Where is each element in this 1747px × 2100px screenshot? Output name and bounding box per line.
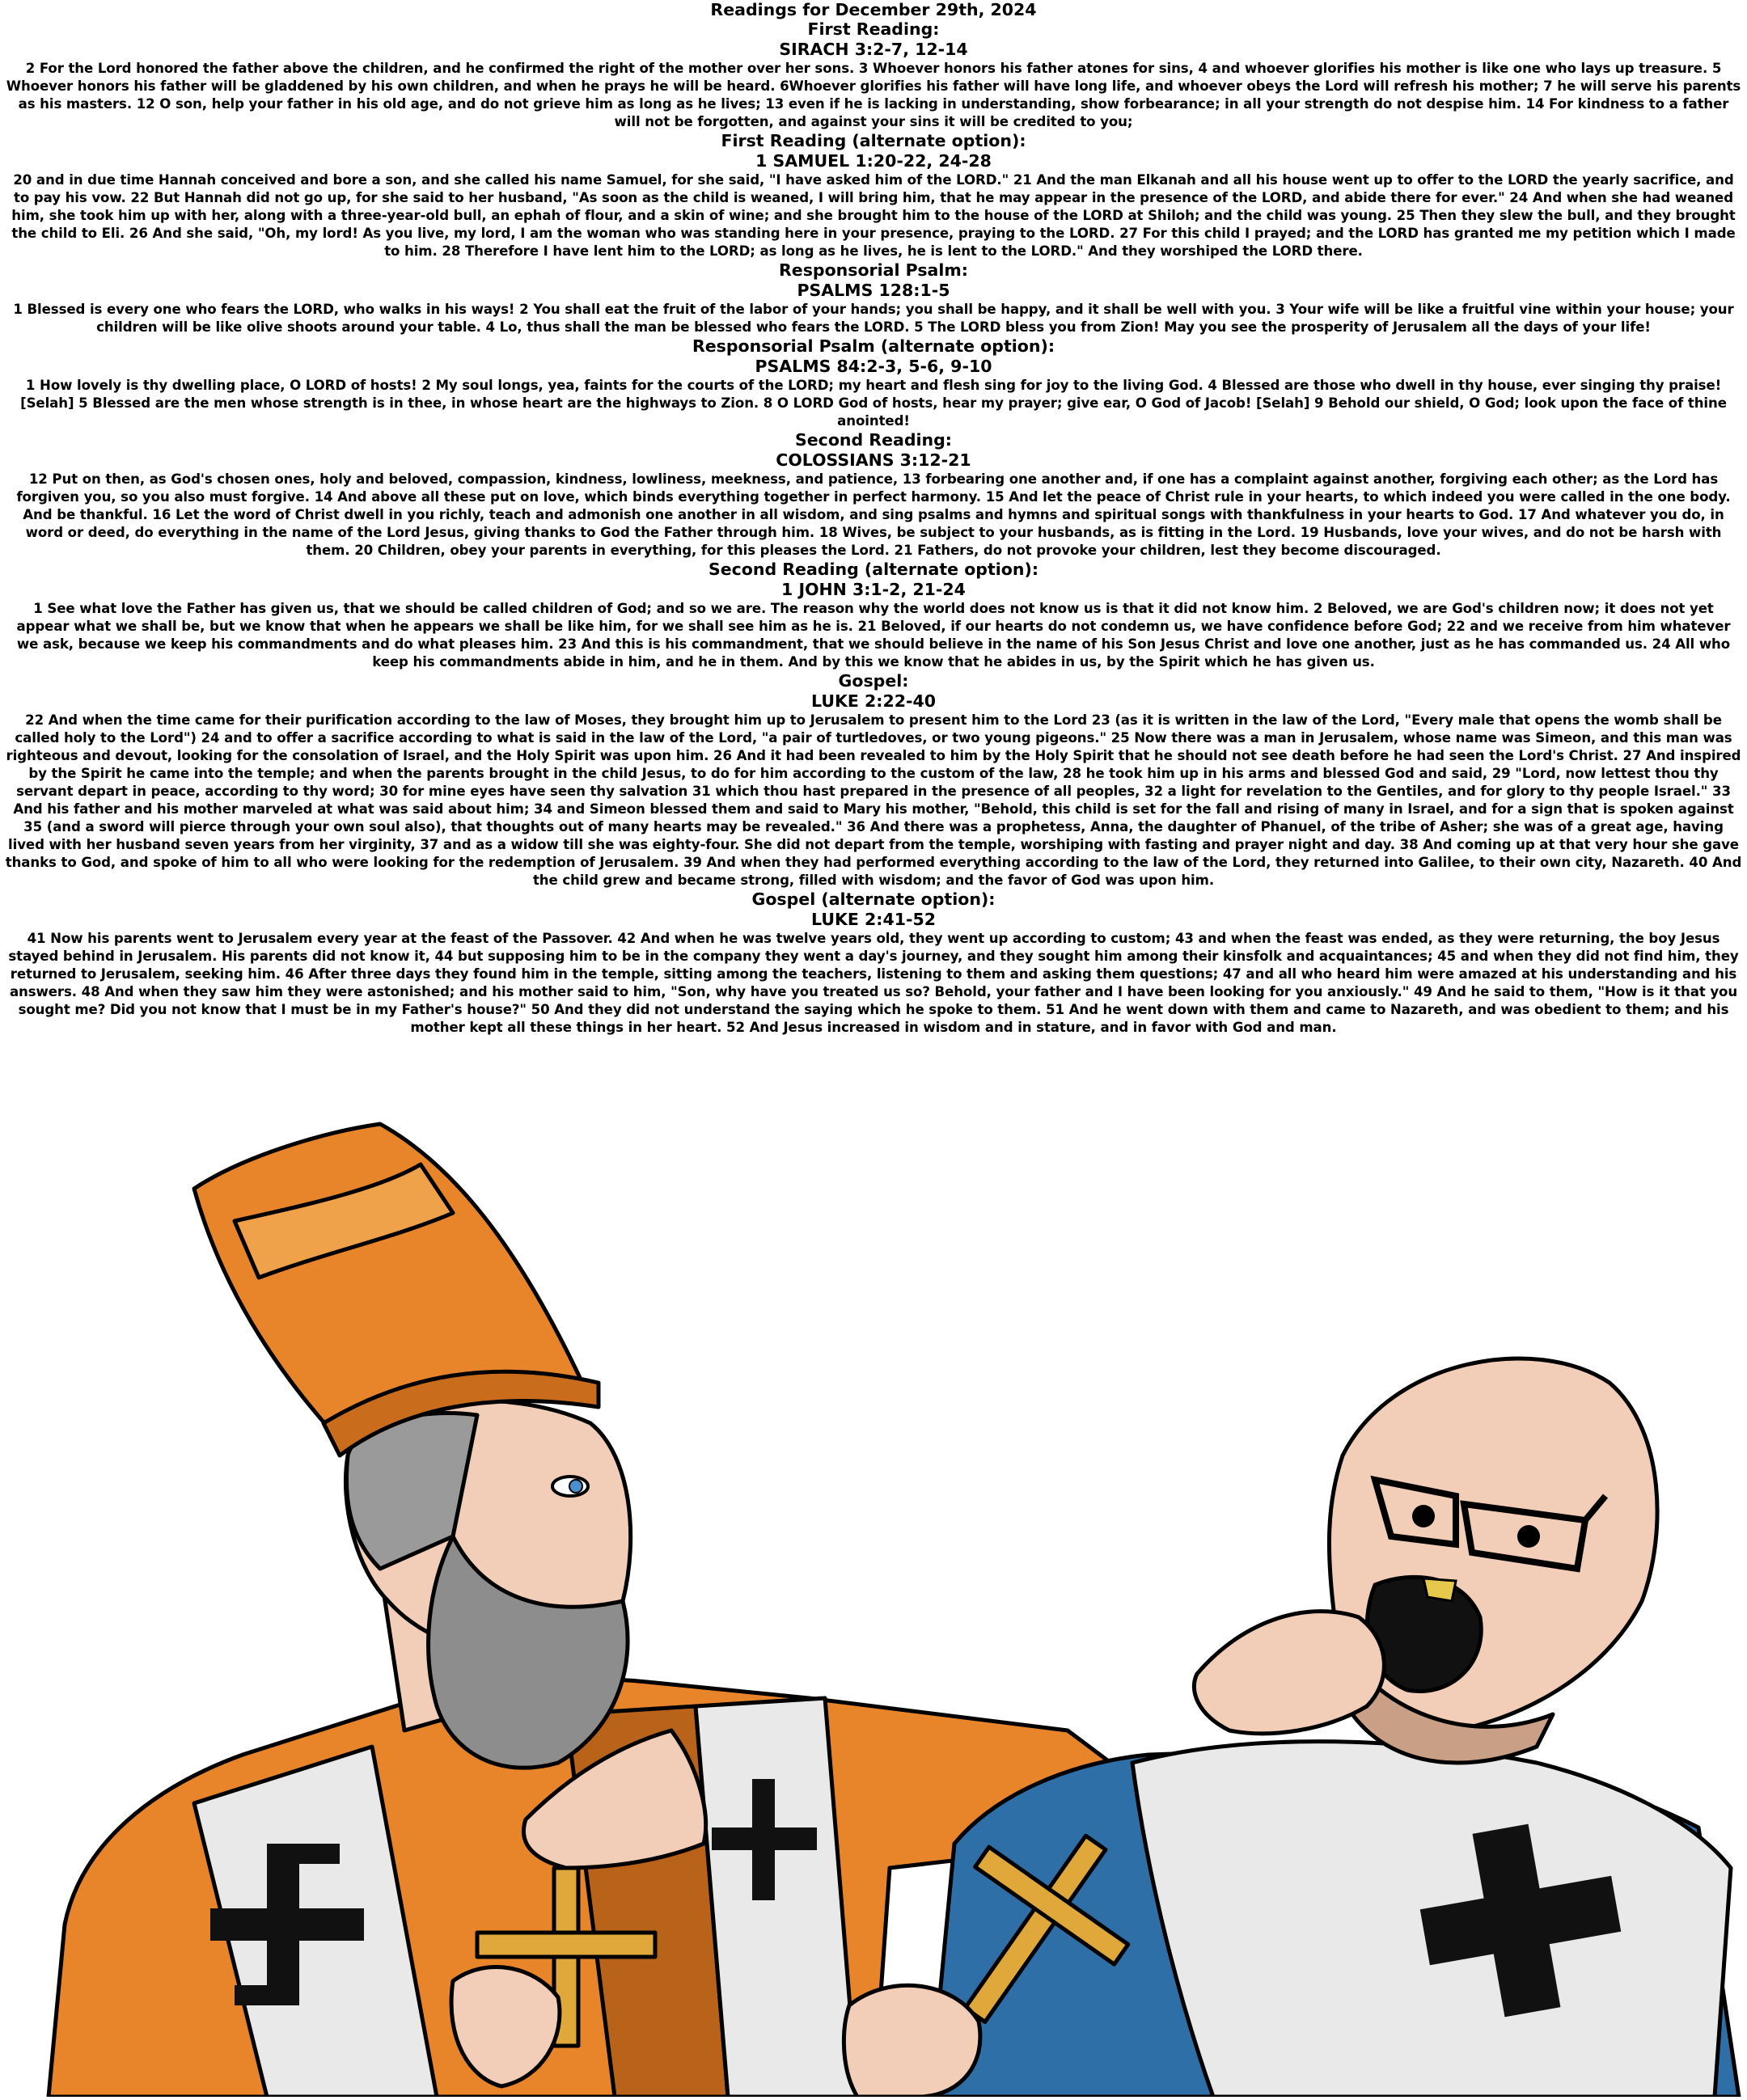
reading-section-psalm-alternate — [5, 336, 1742, 430]
section-heading: Responsorial Psalm: — [779, 260, 968, 280]
scripture-passage: 20 and in due time Hannah conceived and bore a son, and she called his name Samuel, for she said, "I have asked him of the LORD." 21 And the man Elkanah and all his house went up to offer to the LORD the yearly sacrifice, and to pay his vow. 22 But Hannah did not go up, for she said to her husband, "As soon as the child is weaned, I will bring him, that he may appear in the presence of the LORD, and abide there for ever." 24 And when she had weaned him, she took him up with her, along with a three-year-old bull, an ephah of flour, and a skin of wine; and she brought him to the house of the LORD at Shiloh; and the child was young. 25 Then they slew the bull, and they brought the child to Eli. 26 And she said, "Oh, my lord! As you live, my lord, I am the woman who was standing here in your presence, praying to the LORD. 27 For this child I prayed; and the LORD has granted me my petition which I made to him. 28 Therefore I have lent him to the LORD; as long as he lives, he is lent to the LORD." And they worshiped the LORD there. — [11, 172, 1736, 259]
section-heading: Gospel (alternate option): — [751, 889, 996, 909]
scripture-citation: LUKE 2:22-40 — [810, 691, 937, 711]
scripture-passage: 1 See what love the Father has given us, that we should be called children of God; and so we are. The reason why the world does not know us is that it did not know him. 2 Beloved, we are God's children now; it does not yet appear what we shall be, but we know that when he appears we shall be like him, for we shall see him as he is. 21 Beloved, if our hearts do not condemn us, we have confidence before God; 22 and we receive from him whatever we ask, because we keep his commandments and do what pleases him. 23 And this is his commandment, that we should believe in the name of his Son Jesus Christ and love one another, just as he has commanded us. 24 All who keep his commandments abide in him, and he in them. And by this we know that he abides in us, by the Spirit which he has given us. — [16, 601, 1731, 670]
cartoon-illustration — [0, 1116, 1747, 2097]
reading-section-second — [5, 430, 1742, 560]
eye-icon — [1517, 1525, 1540, 1548]
page-title: Readings for December 29th, 2024 — [710, 0, 1037, 19]
reading-section-first-alternate — [5, 131, 1742, 260]
reading-section-gospel — [5, 671, 1742, 889]
section-heading: Second Reading: — [795, 430, 952, 450]
scripture-passage: 1 Blessed is every one who fears the LORD, who walks in his ways! 2 You shall eat the fruit of the labor of your hands; you shall be happy, and it shall be well with you. 3 Your wife will be like a fruitful vine within your house; your children will be like olive shoots around your table. 4 Lo, thus shall the man be blessed who fears the LORD. 5 The LORD bless you from Zion! May you see the prosperity of Jerusalem all the days of your life! — [13, 302, 1734, 335]
lower-hand — [844, 1985, 979, 2097]
scripture-passage: 41 Now his parents went to Jerusalem every year at the feast of the Passover. 42 And when he was twelve years old, they went up according to custom; 43 and when the feast was ended, as they were returning, the boy Jesus stayed behind in Jerusalem. His parents did not know it, 44 but supposing him to be in the company they went a day's journey, and they sought him among their kinsfolk and acquaintances; 45 and when they did not find him, they returned to Jerusalem, seeking him. 46 After three days they found him in the temple, sitting among the teachers, listening to them and asking them questions; 47 and all who heard him were amazed at his understanding and his answers. 48 And when they saw him they were astonished; and his mother said to him, "Son, why have you treated us so? Behold, your father and I have been looking for you anxiously." 49 And he said to them, "How is it that you sought me? Did you not know that I must be in my Father's house?" 50 And they did not understand the saying which he spoke to them. 51 And he went down with them and came to Nazareth, and was obedient to them; and his mother kept all these things in her heart. 52 And Jesus increased in wisdom and in stature, and in favor with God and man. — [8, 931, 1739, 1035]
section-heading: Responsorial Psalm (alternate option): — [692, 336, 1055, 356]
section-heading: First Reading: — [807, 19, 940, 39]
scripture-citation: 1 JOHN 3:1-2, 21-24 — [781, 580, 966, 599]
teeth — [1423, 1578, 1456, 1601]
scripture-citation: LUKE 2:41-52 — [810, 910, 937, 929]
scripture-citation: PSALMS 84:2-3, 5-6, 9-10 — [755, 357, 992, 376]
scripture-passage: 22 And when the time came for their purification according to the law of Moses, they brought him up to Jerusalem to present him to the Lord 23 (as it is written in the law of the Lord, "Every male that opens the womb shall be called holy to the Lord") 24 and to offer a sacrifice according to what is said in the law of the Lord, "a pair of turtledoves, or two young pigeons." 25 Now there was a man in Jerusalem, whose name was Simeon, and this man was righteous and devout, looking for the consolation of Israel, and the Holy Spirit was upon him. 26 And it had been revealed to him by the Holy Spirit that he should not see death before he had seen the Lord's Christ. 27 And inspired by the Spirit he came into the temple; and when the parents brought in the child Jesus, to do for him according to the custom of the law, 28 he took him up in his arms and blessed God and said, 29 "Lord, now lettest thou thy servant depart in peace, according to thy word; 30 for mine eyes have seen thy salvation 31 which thou hast prepared in the presence of all peoples, 32 a light for revelation to the Gentiles, and for glory to thy people Israel." 33 And his father and his mother marveled at what was said about him; 34 and Simeon blessed them and said to Mary his mother, "Behold, this child is set for the fall and rising of many in Israel, and for a sign that is spoken against 35 (and a sword will pierce through your own soul also), that thoughts out of many hearts may be revealed." 36 And there was a prophetess, Anna, the daughter of Phanuel, of the tribe of Asher; she was of a great age, having lived with her husband seven years from her virginity, 37 and as a widow till she was eighty-four. She did not depart from the temple, worshiping with fasting and prayer night and day. 38 And coming up at that very hour she gave thanks to God, and spoke of him to all who were looking for the redemption of Jerusalem. 39 And when they had performed everything according to the law of the Lord, they returned into Galilee, to their own city, Nazareth. 40 And the child grew and became strong, filled with wisdom; and the favor of God was upon him. — [5, 712, 1742, 888]
scripture-citation: 1 SAMUEL 1:20-22, 24-28 — [755, 151, 992, 171]
reading-section-first — [5, 19, 1742, 131]
readings-text-panel — [5, 0, 1742, 1037]
section-heading: First Reading (alternate option): — [721, 131, 1026, 150]
reading-section-psalm — [5, 260, 1742, 336]
scripture-citation: PSALMS 128:1-5 — [797, 281, 950, 300]
eye-icon — [1412, 1505, 1435, 1527]
section-heading: Second Reading (alternate option): — [708, 560, 1039, 579]
reading-section-second-alternate — [5, 560, 1742, 671]
section-heading: Gospel: — [838, 671, 909, 691]
reading-section-gospel-alternate — [5, 889, 1742, 1037]
scripture-citation: COLOSSIANS 3:12-21 — [776, 450, 971, 470]
scripture-passage: 2 For the Lord honored the father above the children, and he confirmed the right of the mother over her sons. 3 Whoever honors his father atones for sins, 4 and whoever glorifies his mother is like one who lays up treasure. 5 Whoever honors his father will be gladdened by his own children, and when he prays he will be heard. 6Whoever glorifies his father will have long life, and whoever obeys the Lord will refresh his mother; 7 he will serve his parents as his masters. 12 O son, help your father in his old age, and do not grieve him as long as he lives; 13 even if he is lacking in understanding, show forbearance; in all your strength do not despise him. 14 For kindness to a father will not be forgotten, and against your sins it will be credited to you; — [6, 61, 1741, 129]
scripture-citation: SIRACH 3:2-7, 12-14 — [779, 40, 968, 59]
scripture-passage: 1 How lovely is thy dwelling place, O LORD of hosts! 2 My soul longs, yea, faints for the courts of the LORD; my heart and flesh sing for joy to the living God. 4 Blessed are those who dwell in thy house, ever singing thy praise! [Selah] 5 Blessed are the men whose strength is in thee, in whose heart are the highways to Zion. 8 O LORD God of hosts, hear my prayer; give ear, O God of Jacob! [Selah] 9 Behold our shield, O God; look upon the face of thine anointed! — [20, 378, 1727, 429]
scripture-passage: 12 Put on then, as God's chosen ones, holy and beloved, compassion, kindness, lowliness, meekness, and patience, 13 forbearing one another and, if one has a complaint against another, forgiving each other; as the Lord has forgiven you, so you also must forgive. 14 And above all these put on love, which binds everything together in perfect harmony. 15 And let the peace of Christ rule in your hearts, to which indeed you were called in the one body. And be thankful. 16 Let the word of Christ dwell in you richly, teach and admonish one another in all wisdom, and sing psalms and hymns and spiritual songs with thankfulness in your hearts to God. 17 And whatever you do, in word or deed, do everything in the name of the Lord Jesus, giving thanks to God the Father through him. 18 Wives, be subject to your husbands, as is fitting in the Lord. 19 Husbands, love your wives, and do not be harsh with them. 20 Children, obey your parents in everything, for this pleases the Lord. 21 Fathers, do not provoke your children, lest they become discouraged. — [16, 471, 1731, 558]
bishop-eye-icon — [552, 1477, 588, 1496]
